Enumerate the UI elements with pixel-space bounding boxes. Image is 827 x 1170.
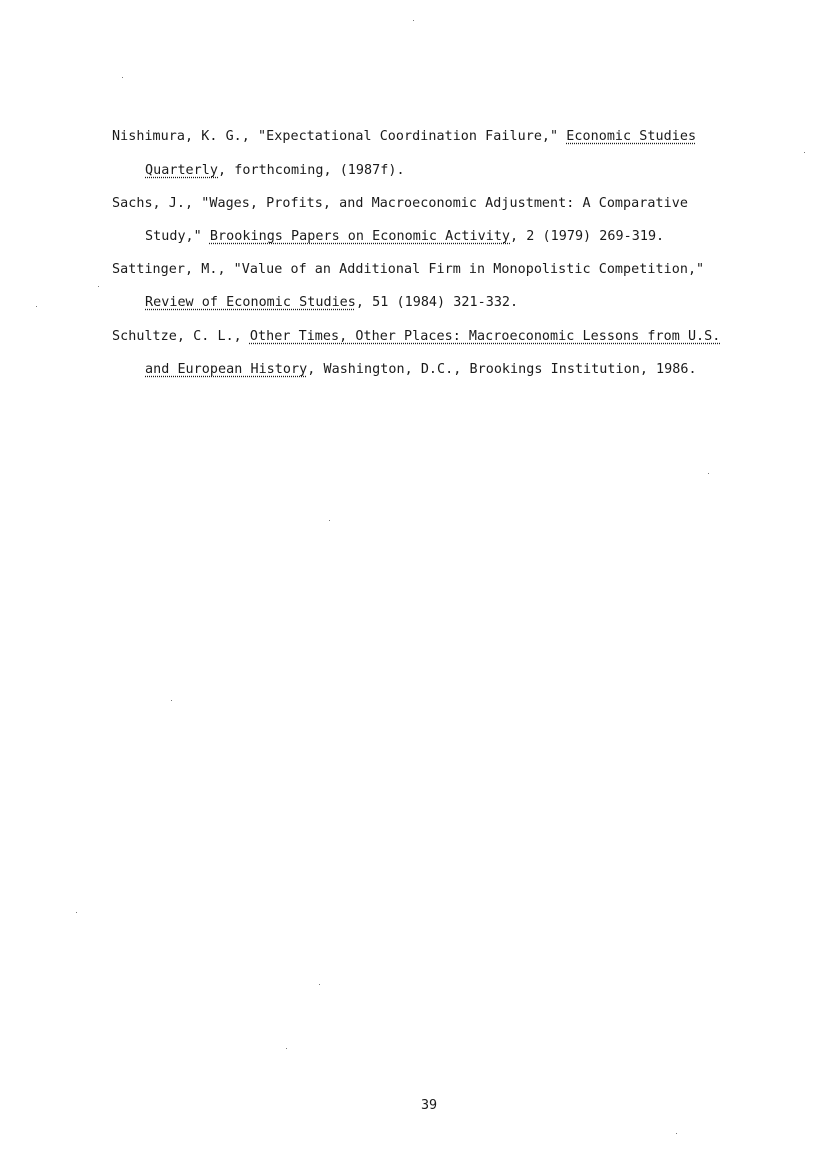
scan-speck <box>804 152 805 153</box>
ref-text: Sattinger, M., "Value of an Additional Firm in Monopolistic Competition," <box>112 262 705 277</box>
ref-text: Study," <box>145 229 210 244</box>
scan-speck <box>329 520 330 521</box>
ref-text: , 51 (1984) 321-332. <box>355 295 519 310</box>
reference-sachs-line-1 <box>112 195 688 213</box>
scan-speck <box>286 1048 287 1049</box>
reference-schultze-line-1 <box>112 328 720 346</box>
scan-speck <box>76 912 77 913</box>
reference-sachs-line-2 <box>145 228 664 246</box>
ref-text: Schultze, C. L., <box>112 329 250 344</box>
reference-sattinger-line-2 <box>145 294 518 312</box>
reference-nishimura-line-1 <box>112 128 696 146</box>
ref-text: Nishimura, K. G., "Expectational Coordination Failure," <box>112 129 567 144</box>
scan-speck <box>122 77 123 78</box>
scan-speck <box>36 306 37 307</box>
scan-speck <box>171 700 172 701</box>
scan-speck <box>98 286 99 287</box>
reference-nishimura-line-2 <box>145 162 405 180</box>
reference-sattinger-line-1 <box>112 261 704 279</box>
book-title: Other Times, Other Places: Macroeconomic Lessons from U.S. <box>249 329 721 344</box>
ref-text: , Washington, D.C., Brookings Institution, 1986. <box>307 362 697 377</box>
scan-speck <box>413 20 414 21</box>
scan-speck <box>708 473 709 474</box>
scan-speck <box>676 1133 677 1134</box>
scan-speck <box>319 984 320 985</box>
journal-title: Review of Economic Studies <box>145 295 356 310</box>
journal-title: Brookings Papers on Economic Activity <box>209 229 511 244</box>
page-number: 39 <box>421 1098 438 1113</box>
journal-title: Economic Studies <box>566 129 697 144</box>
ref-text: , 2 (1979) 269-319. <box>510 229 665 244</box>
ref-text: , forthcoming, (1987f). <box>218 163 405 178</box>
ref-text: Sachs, J., "Wages, Profits, and Macroeconomic Adjustment: A Comparative <box>112 196 688 211</box>
journal-title: Quarterly <box>145 163 219 178</box>
reference-schultze-line-2 <box>145 361 697 379</box>
book-title: and European History <box>145 362 308 377</box>
